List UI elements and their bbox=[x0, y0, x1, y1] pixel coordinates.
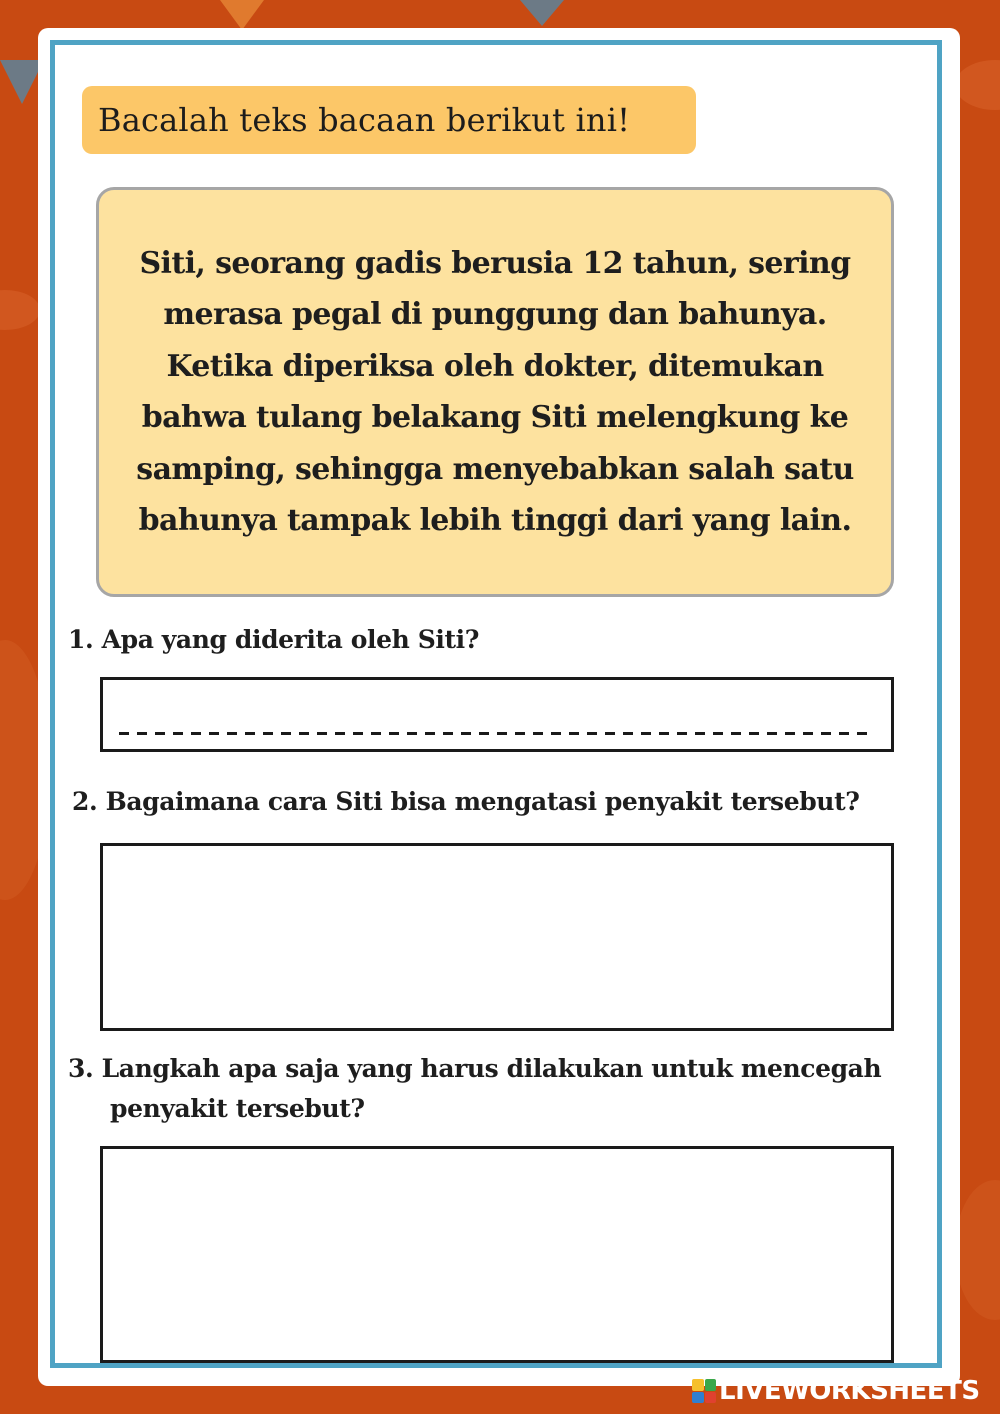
passage-line: Siti, seorang gadis berusia 12 tahun, sering bbox=[139, 245, 851, 281]
liveworksheets-watermark bbox=[692, 1376, 980, 1406]
watermark-text: LIVEWORKSHEETS bbox=[719, 1376, 980, 1406]
answer-input-1[interactable] bbox=[103, 680, 891, 749]
answer-input-2[interactable] bbox=[103, 846, 891, 1028]
passage-text bbox=[136, 238, 853, 547]
instruction-text: Bacalah teks bacaan berikut ini! bbox=[98, 101, 631, 139]
question-number: 3. bbox=[68, 1054, 94, 1083]
bunting-flag bbox=[520, 0, 564, 26]
passage-line: bahwa tulang belakang Siti melengkung ke bbox=[141, 400, 849, 435]
passage-line: samping, sehingga menyebabkan salah satu bbox=[136, 451, 854, 487]
passage-box bbox=[96, 187, 894, 597]
answer-box-1 bbox=[100, 677, 894, 752]
answer-box-2 bbox=[100, 843, 894, 1031]
answer-box-3 bbox=[100, 1146, 894, 1363]
question-number: 1. bbox=[68, 625, 94, 654]
background-cloud-right bbox=[955, 60, 1000, 110]
instruction-banner bbox=[82, 86, 696, 154]
question-text: Apa yang diderita oleh Siti? bbox=[101, 625, 479, 654]
passage-line: merasa pegal di punggung dan bahunya. bbox=[163, 297, 827, 332]
question-text-line-2: penyakit tersebut? bbox=[110, 1094, 365, 1123]
passage-line: bahunya tampak lebih tinggi dari yang lain. bbox=[138, 503, 852, 538]
background-cloud-left bbox=[0, 290, 40, 330]
background-bush-right bbox=[955, 1180, 1000, 1320]
passage-line: Ketika diperiksa oleh dokter, ditemukan bbox=[166, 348, 824, 384]
question-text-line-1: Langkah apa saja yang harus dilakukan untuk mencegah bbox=[101, 1054, 882, 1083]
bunting-flag bbox=[220, 0, 264, 30]
question-2 bbox=[72, 782, 859, 822]
question-3 bbox=[68, 1049, 881, 1129]
liveworksheets-logo-icon bbox=[692, 1379, 716, 1403]
question-number: 2. bbox=[72, 787, 98, 816]
answer-input-3[interactable] bbox=[103, 1149, 891, 1360]
question-text: Bagaimana cara Siti bisa mengatasi penyakit tersebut? bbox=[105, 787, 860, 816]
question-1 bbox=[68, 620, 479, 660]
